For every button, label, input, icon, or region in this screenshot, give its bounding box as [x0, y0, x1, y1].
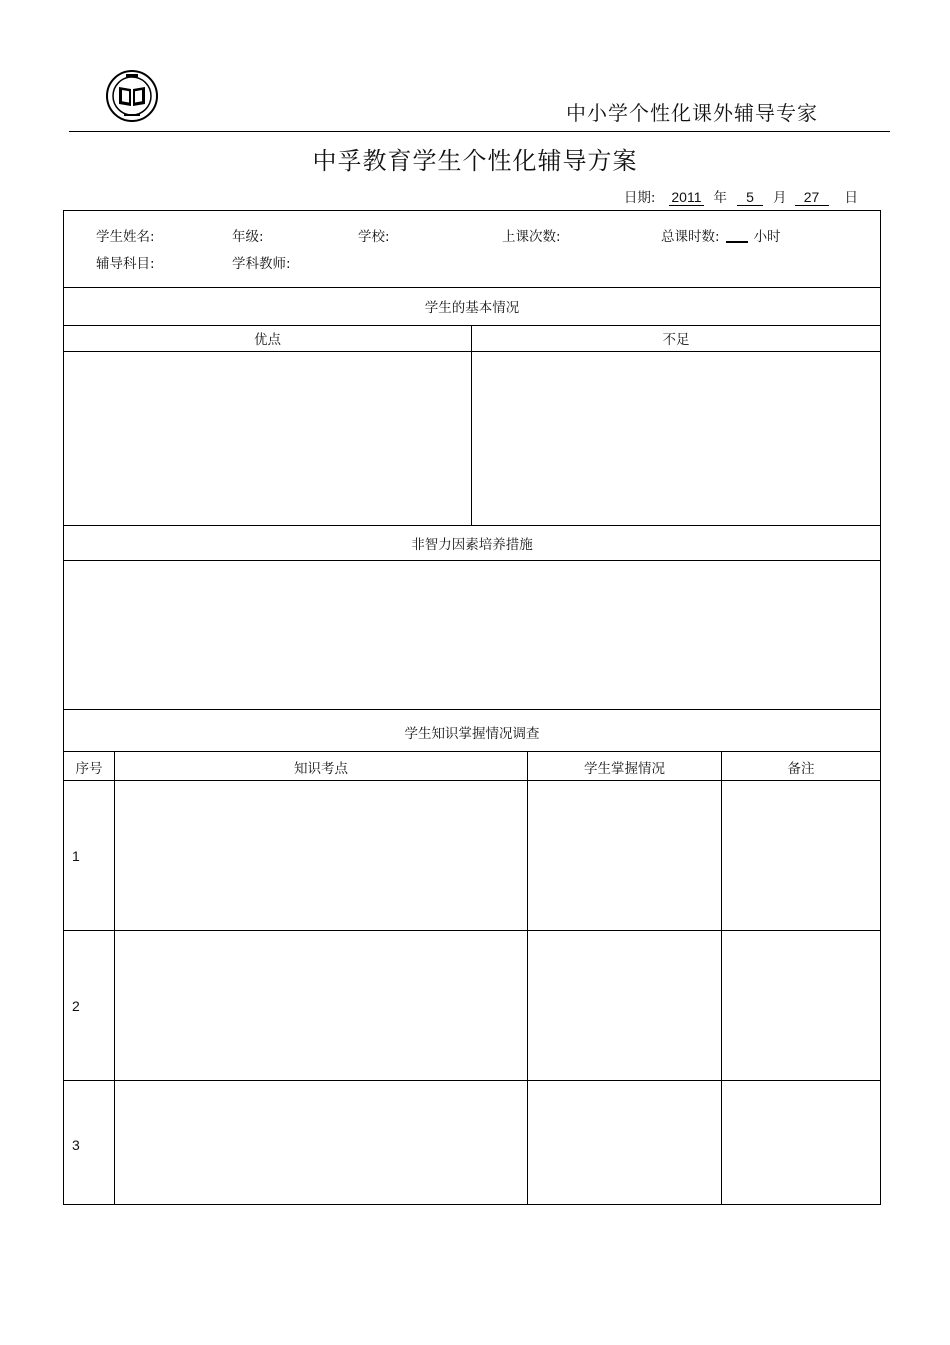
- date-month: 5: [737, 189, 763, 206]
- divider: [64, 325, 880, 326]
- school-logo-icon: [106, 70, 158, 122]
- teacher-label: 学科教师:: [232, 256, 291, 272]
- strengths-header: 优点: [254, 332, 281, 348]
- column-header-knowledge-point: 知识考点: [294, 761, 348, 777]
- school-label: 学校:: [358, 229, 390, 245]
- plan-form: [63, 210, 881, 1205]
- row-index: 2: [72, 998, 80, 1014]
- date-day: 27: [795, 189, 829, 206]
- date-month-unit: 月: [773, 190, 787, 206]
- grade-label: 年级:: [232, 229, 264, 245]
- divider: [64, 560, 880, 561]
- weaknesses-header: 不足: [662, 332, 690, 348]
- total-hours-label: 总课时数:: [661, 229, 720, 245]
- divider: [64, 287, 880, 288]
- divider: [64, 780, 880, 781]
- column-divider: [471, 325, 472, 525]
- document-title: 中孚教育学生个性化辅导方案: [312, 147, 638, 175]
- divider: [64, 709, 880, 710]
- column-divider: [527, 751, 528, 1205]
- column-divider: [721, 751, 722, 1205]
- divider: [64, 351, 880, 352]
- header-rule: [69, 131, 890, 132]
- row-index: 3: [72, 1137, 80, 1153]
- subject-label: 辅导科目:: [96, 256, 155, 272]
- row-index: 1: [72, 848, 80, 864]
- date-year-unit: 年: [713, 190, 727, 206]
- class-count-label: 上课次数:: [502, 229, 561, 245]
- basic-situation-heading: 学生的基本情况: [424, 300, 520, 316]
- row-divider: [64, 1080, 880, 1081]
- survey-heading: 学生知识掌握情况调查: [404, 726, 540, 742]
- column-divider: [114, 751, 115, 1205]
- date-year: 2011: [671, 189, 702, 205]
- nonintellectual-heading: 非智力因素培养措施: [411, 537, 533, 553]
- divider: [64, 751, 880, 752]
- header-slogan: 中小学个性化课外辅导专家: [566, 101, 818, 125]
- divider: [64, 525, 880, 526]
- student-name-label: 学生姓名:: [96, 229, 155, 245]
- row-divider: [64, 930, 880, 931]
- date-day-unit: 日: [844, 190, 858, 206]
- date-line: [624, 186, 858, 206]
- column-header-notes: 备注: [787, 761, 815, 777]
- total-hours-field: [661, 225, 781, 245]
- column-header-index: 序号: [75, 761, 103, 777]
- date-label: 日期:: [623, 190, 656, 206]
- hours-unit: 小时: [753, 229, 781, 245]
- column-header-mastery: 学生掌握情况: [584, 761, 665, 777]
- total-hours-blank: [726, 241, 748, 243]
